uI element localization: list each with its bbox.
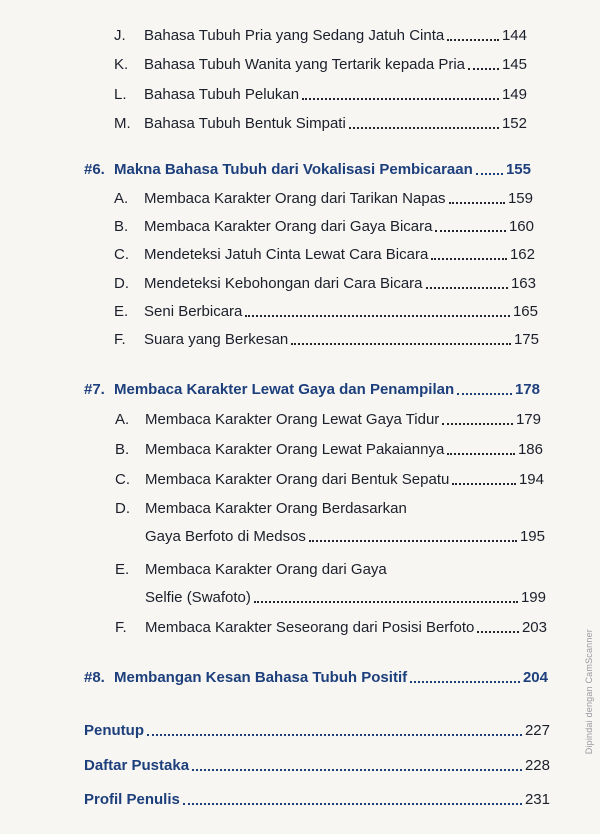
toc-entry	[114, 85, 527, 105]
leader-dots	[426, 287, 508, 289]
entry-title: Membaca Karakter Orang Lewat Pakaiannya	[145, 441, 445, 458]
entry-page: 159	[507, 190, 533, 207]
toc-entry	[114, 55, 527, 75]
back-title: Daftar Pustaka	[84, 757, 190, 774]
entry-title: Mendeteksi Kebohongan dari Cara Bicara	[144, 275, 423, 292]
toc-entry	[114, 302, 538, 322]
back-page: 231	[524, 791, 550, 808]
chapter-title: Membangan Kesan Bahasa Tubuh Positif	[114, 669, 408, 686]
entry-title: Membaca Karakter Orang dari Gaya Bicara	[144, 218, 433, 235]
chapter-heading	[84, 380, 540, 400]
entry-title: Membaca Karakter Orang dari Tarikan Napas	[144, 190, 446, 207]
entry-letter: F.	[115, 619, 127, 636]
entry-letter: D.	[114, 275, 129, 292]
entry-letter: D.	[115, 500, 130, 517]
entry-letter: E.	[114, 303, 129, 320]
toc-back-entry	[84, 756, 550, 776]
toc-entry-last-line	[145, 588, 546, 608]
entry-title: Bahasa Tubuh Pelukan	[144, 86, 300, 103]
leader-dots	[302, 98, 499, 100]
toc-entry-last-line	[145, 527, 545, 547]
toc-entry	[115, 410, 541, 430]
toc-entry	[114, 274, 536, 294]
toc-entry	[115, 618, 547, 638]
entry-page: 203	[521, 619, 547, 636]
leader-dots	[442, 423, 513, 425]
entry-title-line1: Membaca Karakter Orang dari Gaya	[145, 561, 387, 578]
leader-dots	[410, 681, 520, 683]
entry-page: 195	[519, 528, 545, 545]
leader-dots	[192, 769, 522, 771]
back-page: 228	[524, 757, 550, 774]
entry-title: Membaca Karakter Orang Lewat Gaya Tidur	[145, 411, 440, 428]
toc-entry	[115, 470, 544, 490]
toc-entry-first-line	[115, 499, 407, 519]
scanner-watermark: Dipindai dengan CamScanner	[584, 628, 594, 754]
entry-title: Bahasa Tubuh Wanita yang Tertarik kepada Pria	[144, 56, 466, 73]
entry-page: 160	[508, 218, 534, 235]
entry-letter: F.	[114, 331, 126, 348]
toc-entry	[114, 26, 527, 46]
chapter-number: #8.	[84, 669, 105, 686]
toc-back-entry	[84, 790, 550, 810]
entry-title: Bahasa Tubuh Bentuk Simpati	[144, 115, 346, 132]
leader-dots	[245, 315, 510, 317]
entry-page: 179	[515, 411, 541, 428]
entry-page: 194	[518, 471, 544, 488]
entry-letter: A.	[114, 190, 129, 207]
chapter-page: 178	[514, 381, 540, 398]
entry-letter: L.	[114, 86, 127, 103]
leader-dots	[309, 540, 517, 542]
leader-dots	[183, 803, 522, 805]
leader-dots	[477, 631, 519, 633]
toc-back-entry	[84, 721, 550, 741]
back-title: Profil Penulis	[84, 791, 180, 808]
chapter-title: Membaca Karakter Lewat Gaya dan Penampilan	[114, 381, 455, 398]
leader-dots	[447, 39, 499, 41]
back-title: Penutup	[84, 722, 144, 739]
leader-dots	[147, 734, 522, 736]
toc-entry	[114, 330, 539, 350]
leader-dots	[291, 343, 511, 345]
entry-page: 186	[517, 441, 543, 458]
entry-title: Mendeteksi Jatuh Cinta Lewat Cara Bicara	[144, 246, 429, 263]
leader-dots	[457, 393, 512, 395]
entry-title-line2: Gaya Berfoto di Medsos	[145, 528, 306, 545]
entry-letter: J.	[114, 27, 126, 44]
entry-letter: C.	[115, 471, 130, 488]
chapter-heading	[84, 668, 548, 688]
entry-letter: M.	[114, 115, 131, 132]
entry-title: Suara yang Berkesan	[144, 331, 289, 348]
entry-letter: C.	[114, 246, 129, 263]
toc-entry	[114, 245, 535, 265]
entry-page: 165	[512, 303, 538, 320]
chapter-page: 155	[505, 161, 531, 178]
entry-page: 144	[501, 27, 527, 44]
entry-page: 175	[513, 331, 539, 348]
entry-page: 149	[501, 86, 527, 103]
entry-title-line1: Membaca Karakter Orang Berdasarkan	[145, 500, 407, 517]
toc-entry	[114, 217, 534, 237]
chapter-title: Makna Bahasa Tubuh dari Vokalisasi Pembicaraan	[114, 161, 473, 178]
chapter-number: #6.	[84, 161, 105, 178]
entry-title: Bahasa Tubuh Pria yang Sedang Jatuh Cinta	[144, 27, 445, 44]
leader-dots	[468, 68, 499, 70]
entry-letter: A.	[115, 411, 130, 428]
leader-dots	[349, 127, 499, 129]
toc-entry	[114, 114, 527, 134]
leader-dots	[449, 202, 505, 204]
entry-page: 163	[510, 275, 536, 292]
entry-letter: B.	[115, 441, 130, 458]
entry-letter: B.	[114, 218, 129, 235]
entry-page: 152	[501, 115, 527, 132]
leader-dots	[476, 173, 503, 175]
chapter-page: 204	[522, 669, 548, 686]
chapter-number: #7.	[84, 381, 105, 398]
entry-page: 145	[501, 56, 527, 73]
entry-letter: K.	[114, 56, 129, 73]
entry-letter: E.	[115, 561, 130, 578]
leader-dots	[435, 230, 506, 232]
leader-dots	[452, 483, 516, 485]
back-page: 227	[524, 722, 550, 739]
toc-entry-first-line	[115, 560, 387, 580]
leader-dots	[431, 258, 507, 260]
leader-dots	[254, 601, 518, 603]
entry-title: Membaca Karakter Seseorang dari Posisi Berfoto	[145, 619, 475, 636]
toc-entry	[115, 440, 543, 460]
entry-title-line2: Selfie (Swafoto)	[145, 589, 251, 606]
entry-title: Membaca Karakter Orang dari Bentuk Sepatu	[145, 471, 450, 488]
entry-page: 199	[520, 589, 546, 606]
toc-entry	[114, 189, 533, 209]
leader-dots	[447, 453, 515, 455]
entry-title: Seni Berbicara	[144, 303, 243, 320]
entry-page: 162	[509, 246, 535, 263]
chapter-heading	[84, 160, 531, 180]
